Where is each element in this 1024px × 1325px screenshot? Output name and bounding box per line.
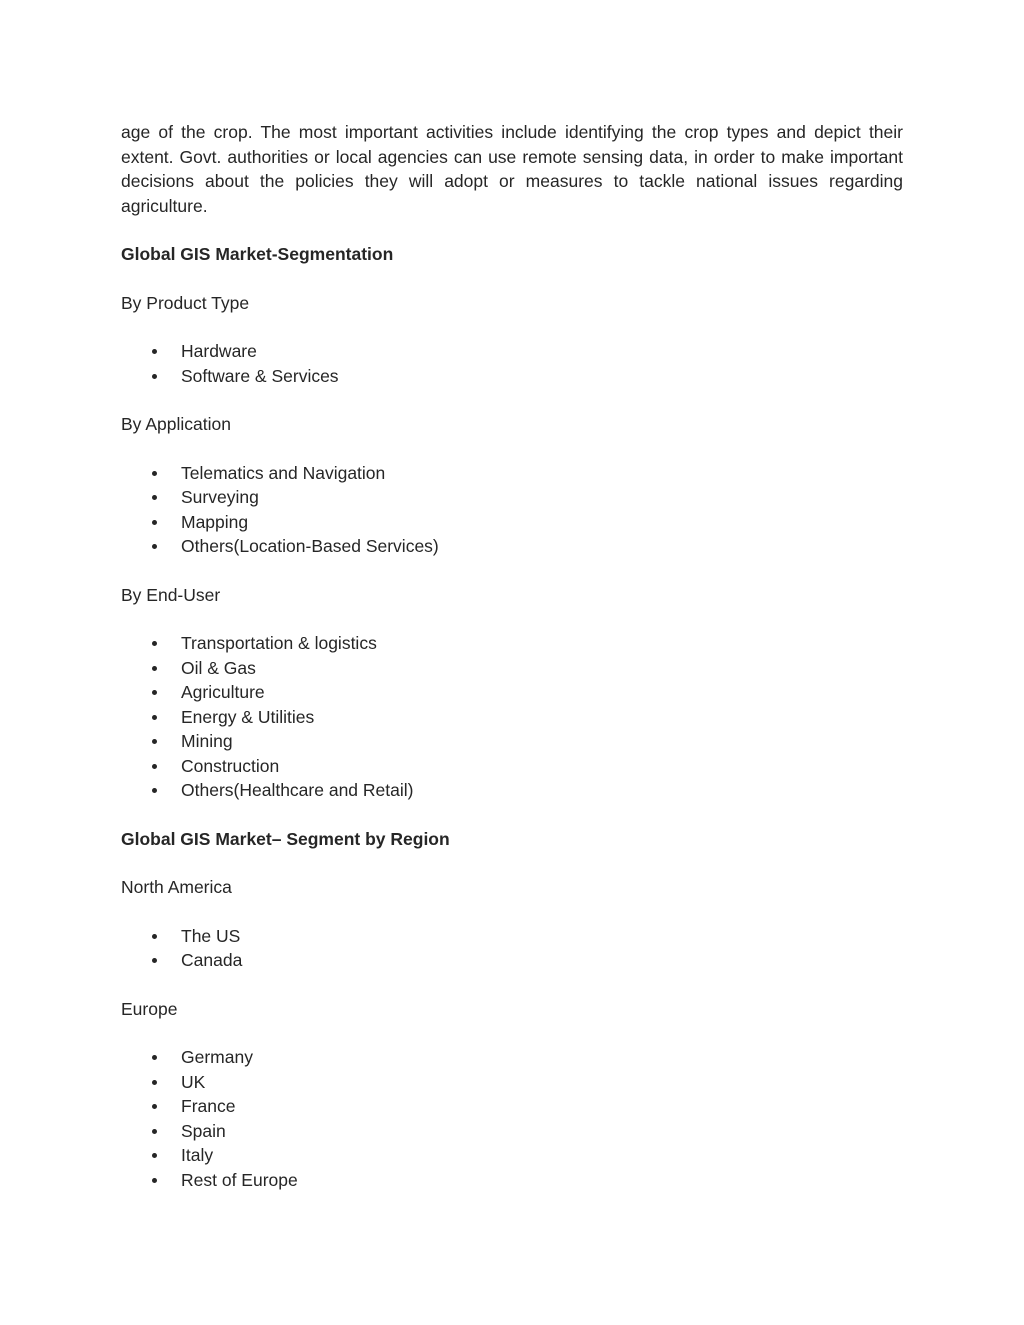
list-item: Hardware <box>121 339 903 364</box>
bullet-icon <box>152 958 157 963</box>
bullet-icon <box>152 495 157 500</box>
bullet-icon <box>152 1129 157 1134</box>
europe-list <box>121 1045 903 1192</box>
bullet-icon <box>152 544 157 549</box>
bullet-icon <box>152 1080 157 1085</box>
list-item: Software & Services <box>121 364 903 389</box>
region-heading: Global GIS Market– Segment by Region <box>121 828 450 849</box>
bullet-icon <box>152 764 157 769</box>
bullet-icon <box>152 788 157 793</box>
bullet-icon <box>152 374 157 379</box>
list-item: Spain <box>121 1119 903 1144</box>
bullet-icon <box>152 666 157 671</box>
list-item: France <box>121 1094 903 1119</box>
intro-paragraph: age of the crop. The most important activities include identifying the crop types and depict their extent. Govt. authorities or local agencies can use remote sensing data, in order to make important decisions about the policies they will adopt or measures to tackle national issues regarding agriculture. <box>121 122 903 216</box>
bullet-icon <box>152 715 157 720</box>
europe-label: Europe <box>121 998 178 1019</box>
list-item: UK <box>121 1070 903 1095</box>
product-type-label: By Product Type <box>121 292 250 313</box>
list-item: Canada <box>121 948 903 973</box>
bullet-icon <box>152 739 157 744</box>
list-item: Construction <box>121 754 903 779</box>
document-page <box>121 120 903 1216</box>
bullet-icon <box>152 1153 157 1158</box>
bullet-icon <box>152 1055 157 1060</box>
bullet-icon <box>152 934 157 939</box>
bullet-icon <box>152 471 157 476</box>
bullet-icon <box>152 1178 157 1183</box>
list-item: Others(Healthcare and Retail) <box>121 778 903 803</box>
list-item: Germany <box>121 1045 903 1070</box>
north-america-list <box>121 924 903 973</box>
product-type-list <box>121 339 903 388</box>
north-america-label: North America <box>121 877 232 897</box>
bullet-icon <box>152 641 157 646</box>
list-item: Rest of Europe <box>121 1168 903 1193</box>
bullet-icon <box>152 349 157 354</box>
list-item: Agriculture <box>121 680 903 705</box>
segmentation-heading: Global GIS Market-Segmentation <box>121 244 394 264</box>
bullet-icon <box>152 690 157 695</box>
list-item: Surveying <box>121 485 903 510</box>
list-item: Mapping <box>121 510 903 535</box>
bullet-icon <box>152 520 157 525</box>
list-item: Energy & Utilities <box>121 705 903 730</box>
bullet-icon <box>152 1104 157 1109</box>
application-label: By Application <box>121 414 231 434</box>
list-item: Transportation & logistics <box>121 631 903 656</box>
list-item: The US <box>121 924 903 949</box>
end-user-label: By End-User <box>121 584 221 605</box>
list-item: Oil & Gas <box>121 656 903 681</box>
application-list <box>121 461 903 559</box>
list-item: Others(Location-Based Services) <box>121 534 903 559</box>
list-item: Italy <box>121 1143 903 1168</box>
list-item: Mining <box>121 729 903 754</box>
list-item: Telematics and Navigation <box>121 461 903 486</box>
end-user-list <box>121 631 903 803</box>
